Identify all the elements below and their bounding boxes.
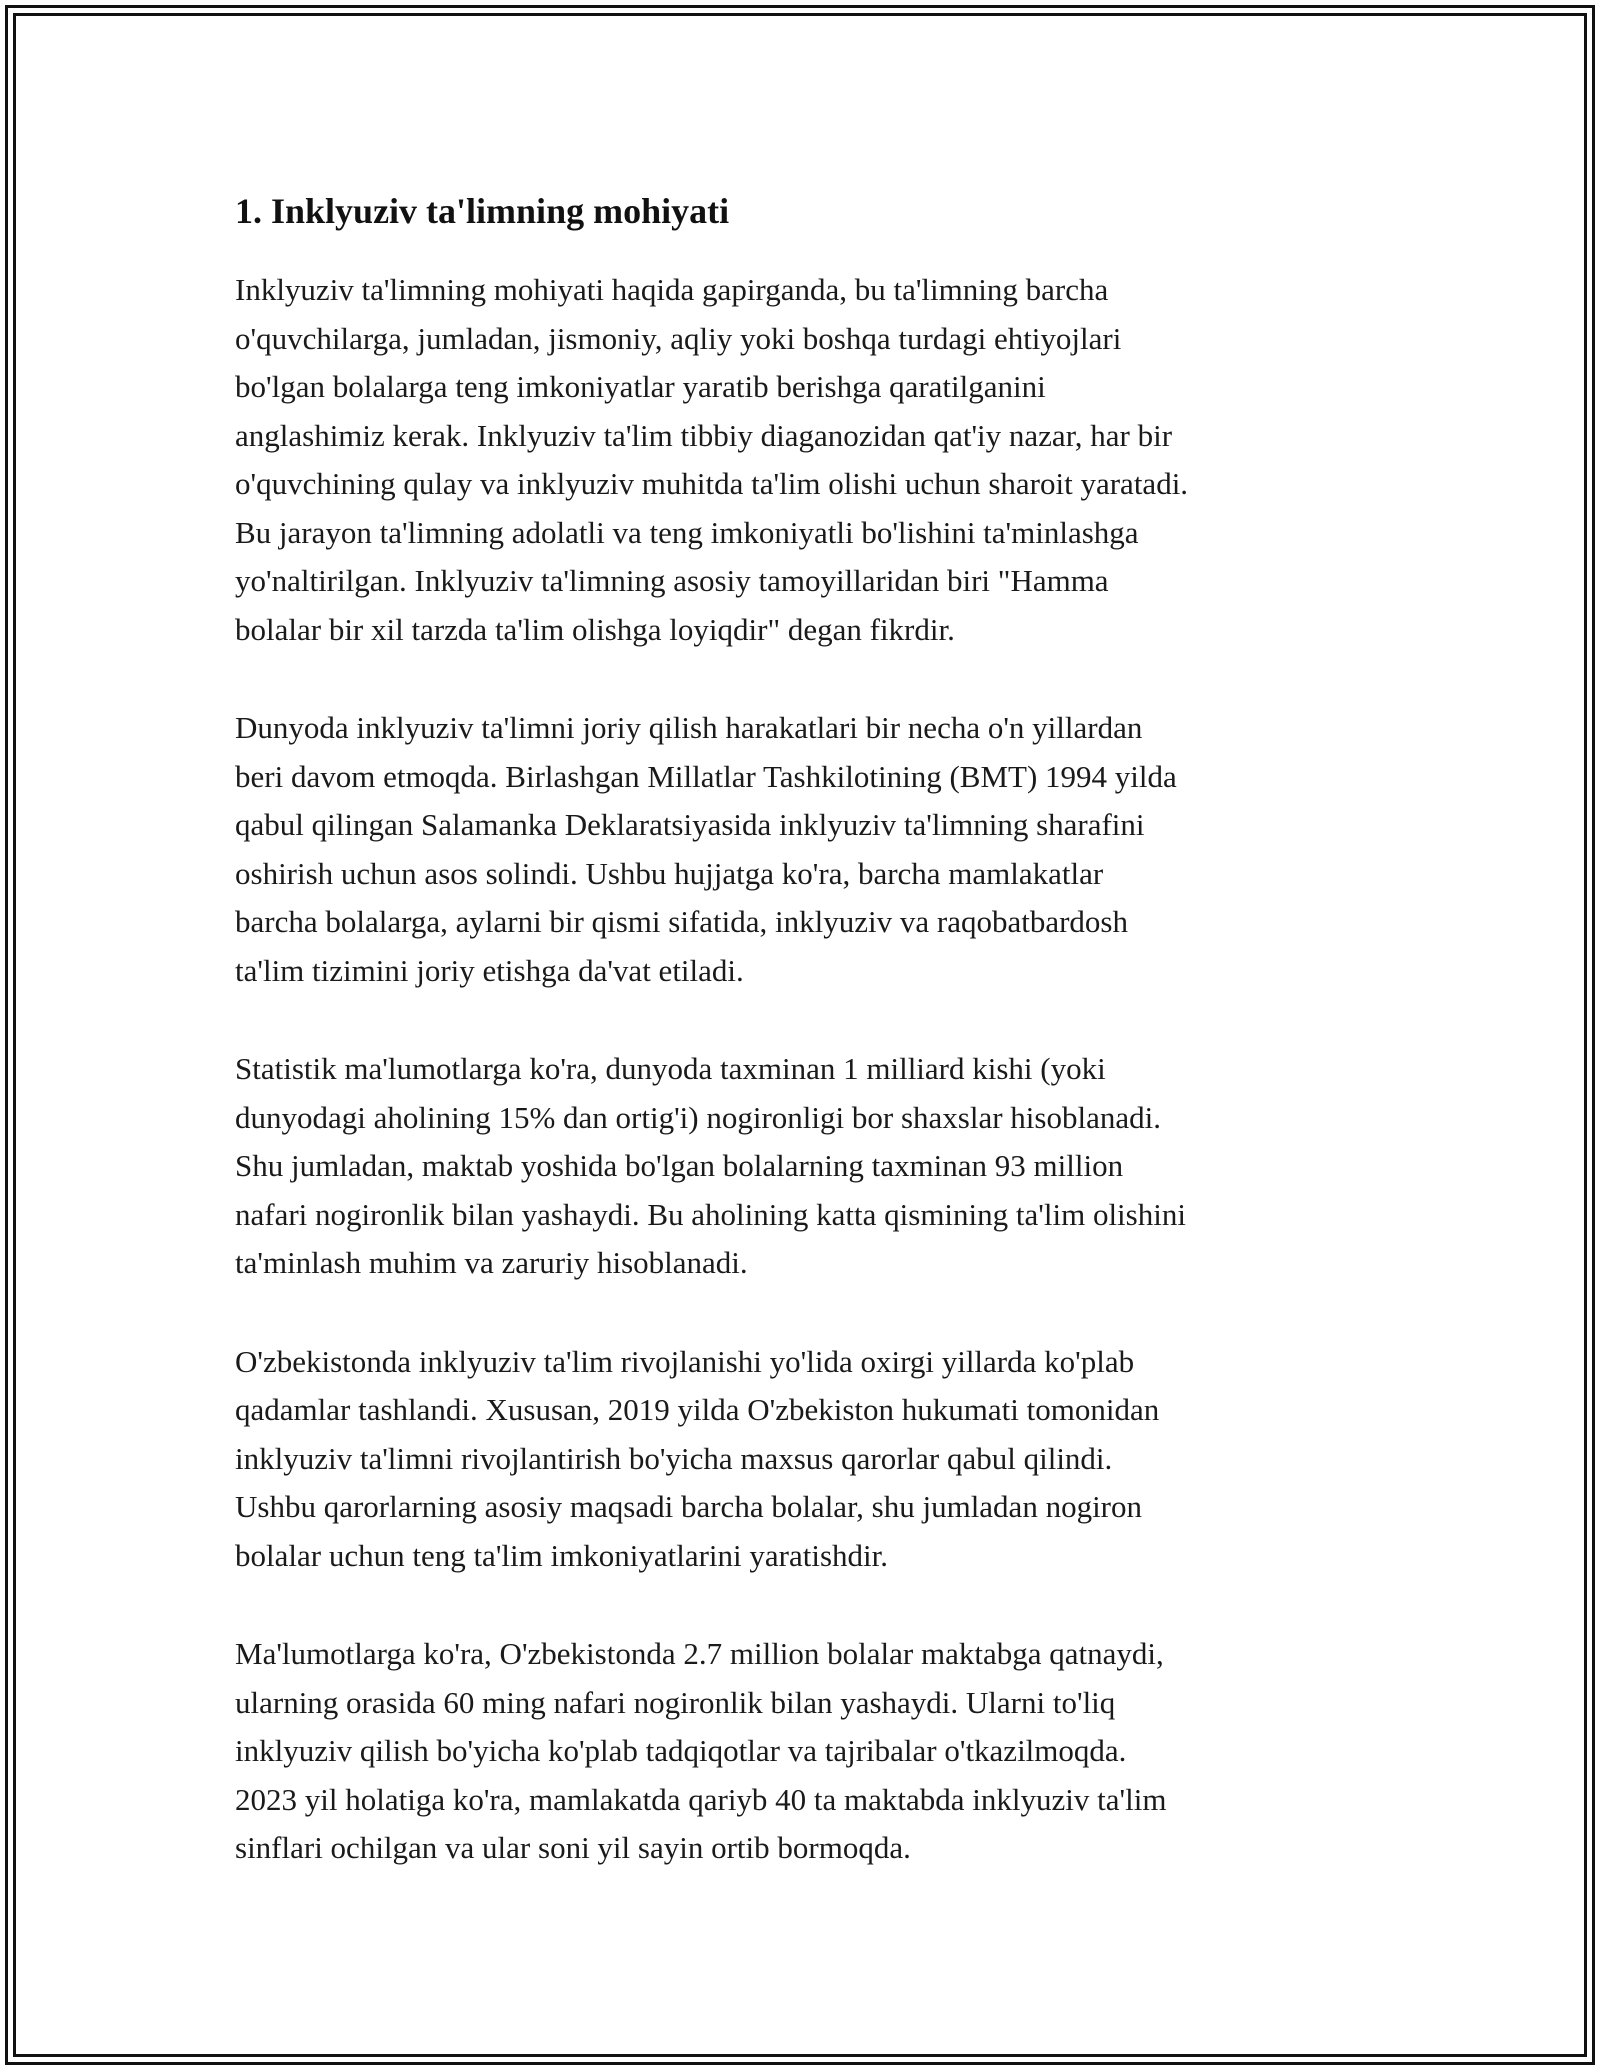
paragraph-uzbekistan-policy: O'zbekistonda inklyuziv ta'lim rivojlanishi yo'lida oxirgi yillarda ko'plab qadamlar tashlandi. Xususan, 2019 yilda O'zbekiston hukumati tomonidan inklyuziv ta'limni rivojlantirish bo'yicha maxsus qarorlar qabul qilindi. Ushbu qarorlarning asosiy maqsadi barcha bolalar, shu jumladan nogiron bolalar uchun teng ta'lim imkoniyatlarini yaratishdir. bbox=[235, 1343, 1160, 1573]
paragraph-statistics: Statistik ma'lumotlarga ko'ra, dunyoda taxminan 1 milliard kishi (yoki dunyodagi aholining 15% dan ortig'i) nogironligi bor shaxslar hisoblanadi. Shu jumladan, maktab yoshida bo'lgan bolalarning taxminan 93 million nafari nogironlik bilan yashaydi. Bu aholining katta qismining ta'lim olishini ta'minlash muhim va zaruriy hisoblanadi. bbox=[235, 1051, 1186, 1280]
document-body bbox=[235, 186, 1375, 1923]
paragraph-world-history: Dunyoda inklyuziv ta'limni joriy qilish harakatlari bir necha o'n yillardan beri davom etmoqda. Birlashgan Millatlar Tashkilotining (BMT) 1994 yilda qabul qilingan Salamanka Deklaratsiyasida inklyuziv ta'limning sharafini oshirish uchun asos solindi. Ushbu hujjatga ko'ra, barcha mamlakatlar barcha bolalarga, aylarni bir qismi sifatida, inklyuziv va raqobatbardosh ta'lim tizimini joriy etishga da'vat etiladi. bbox=[235, 710, 1177, 988]
paragraph-uzbekistan-data: Ma'lumotlarga ko'ra, O'zbekistonda 2.7 million bolalar maktabga qatnaydi, ularning orasida 60 ming nafari nogironlik bilan yashaydi. Ularni to'liq inklyuziv qilish bo'yicha ko'plab tadqiqotlar va tajribalar o'tkazilmoqda. 2023 yil holatiga ko'ra, mamlakatda qariyb 40 ta maktabda inklyuziv ta'lim sinflari ochilgan va ular soni yil sayin ortib bormoqda. bbox=[235, 1636, 1167, 1865]
section-heading: 1. Inklyuziv ta'limning mohiyati bbox=[235, 191, 730, 231]
paragraph-essence: Inklyuziv ta'limning mohiyati haqida gapirganda, bu ta'limning barcha o'quvchilarga, jumladan, jismoniy, aqliy yoki boshqa turdagi ehtiyojlari bo'lgan bolalarga teng imkoniyatlar yaratib berishga qaratilganini anglashimiz kerak. Inklyuziv ta'lim tibbiy diaganozidan qat'iy nazar, har bir o'quvchining qulay va inklyuziv muhitda ta'lim olishi uchun sharoit yaratadi. Bu jarayon ta'limning adolatli va teng imkoniyatli bo'lishini ta'minlashga yo'naltirilgan. Inklyuziv ta'limning asosiy tamoyillaridan biri "Hamma bolalar bir xil tarzda ta'lim olishga loyiqdir" degan fikrdir. bbox=[235, 272, 1189, 647]
